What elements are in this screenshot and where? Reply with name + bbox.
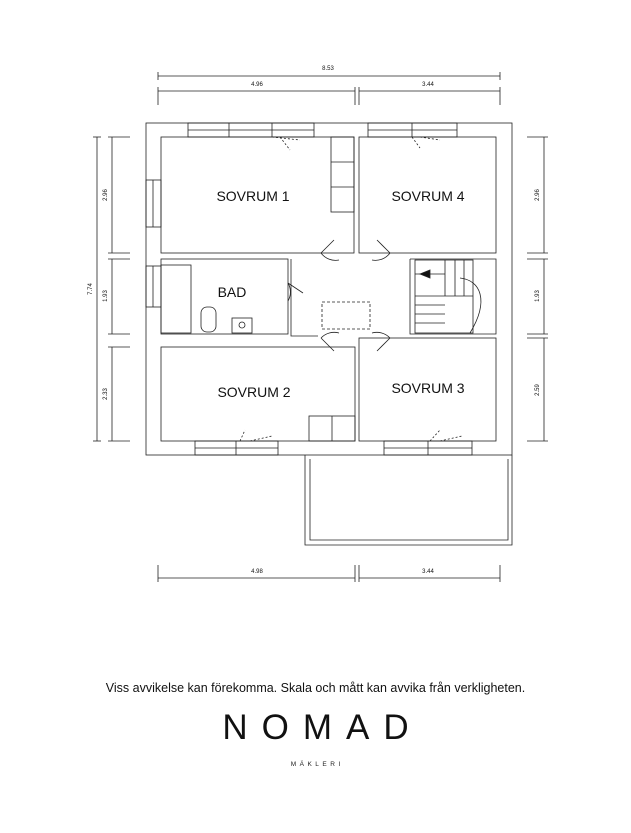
brand-logo: NOMAD	[222, 708, 423, 747]
brand-subtitle: MÄKLERI	[290, 761, 344, 768]
room-label-sovrum1: SOVRUM 1	[216, 188, 290, 204]
dim-top-left: 4.96	[251, 82, 263, 88]
dim-top-total: 8.53	[322, 66, 334, 72]
door-sovrum3	[372, 332, 390, 351]
sink	[232, 318, 252, 333]
dim-left-mid: 1.93	[103, 290, 109, 302]
dim-left-total: 7.74	[88, 283, 94, 295]
room-label-bad: BAD	[217, 284, 247, 300]
wardrobe-sovrum1	[331, 137, 354, 212]
room-label-sovrum2: SOVRUM 2	[217, 384, 291, 400]
room-label-sovrum3: SOVRUM 3	[391, 380, 465, 396]
room-label-sovrum4: SOVRUM 4	[391, 188, 465, 204]
door-sovrum4	[372, 240, 390, 260]
dim-top-right: 3.44	[422, 82, 434, 88]
balcony-outline	[305, 455, 512, 545]
bathtub	[161, 265, 191, 333]
dim-bottom-right: 3.44	[422, 569, 434, 575]
door-sovrum1	[321, 240, 339, 260]
door-bad	[288, 283, 303, 301]
dim-right-top: 2.96	[535, 189, 541, 201]
toilet	[201, 307, 216, 332]
dim-right-mid: 1.93	[535, 290, 541, 302]
dim-left-bottom: 2.33	[103, 388, 109, 400]
dim-right-bottom: 2.59	[535, 384, 541, 396]
window-left-bad	[146, 266, 161, 307]
door-sovrum2	[321, 332, 339, 351]
dim-left-top: 2.96	[103, 189, 109, 201]
outer-wall	[146, 123, 512, 455]
dim-bottom-left: 4.98	[251, 569, 263, 575]
disclaimer-text: Viss avvikelse kan förekomma. Skala och mått kan avvika från verkligheten.	[105, 681, 526, 695]
window-left-top	[146, 180, 161, 227]
